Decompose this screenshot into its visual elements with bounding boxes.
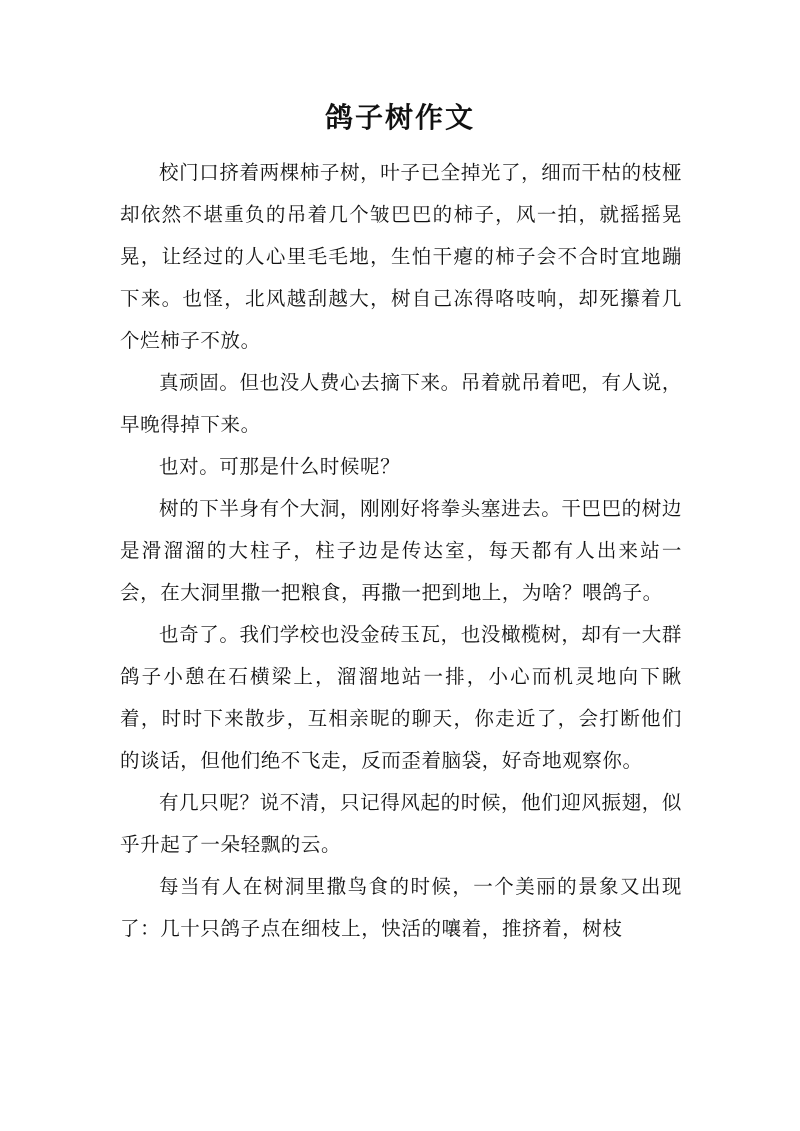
document-title: 鸽子树作文 [324,101,475,134]
paragraph-7: 每当有人在树洞里撒鸟食的时候，一个美丽的景象又出现了：几十只鸽子点在细枝上，快活的嚷着，推挤着，树枝 [120,875,682,940]
paragraph-5: 也奇了。我们学校也没金砖玉瓦，也没橄榄树，却有一大群鸽子小憩在石横梁上，溜溜地站一排，小心而机灵地向下瞅着，时时下来散步，互相亲昵的聊天，你走近了，会打断他们的谈话，但他们绝不飞走，反而歪着脑袋，好奇地观察你。 [120,623,682,772]
paragraph-2: 真顽固。但也没人费心去摘下来。吊着就吊着吧，有人说，早晚得掉下来。 [120,371,682,436]
paragraph-6: 有几只呢？说不清，只记得风起的时候，他们迎风振翅，似乎升起了一朵轻飘的云。 [120,791,682,856]
paragraph-3: 也对。可那是什么时候呢？ [159,455,401,478]
paragraph-4: 树的下半身有个大洞，刚刚好将拳头塞进去。干巴巴的树边是滑溜溜的大柱子，柱子边是传达室，每天都有人出来站一会，在大洞里撒一把粮食，再撒一把到地上，为啥？喂鸽子。 [120,497,682,604]
paragraph-1: 校门口挤着两棵柿子树，叶子已全掉光了，细而干枯的枝桠却依然不堪重负的吊着几个皱巴巴的柿子，风一拍，就摇摇晃晃，让经过的人心里毛毛地，生怕干瘪的柿子会不合时宜地蹦下来。也怪，北风越刮越大，树自己冻得咯吱响，却死攥着几个烂柿子不放。 [120,161,682,352]
document-body [120,152,682,950]
